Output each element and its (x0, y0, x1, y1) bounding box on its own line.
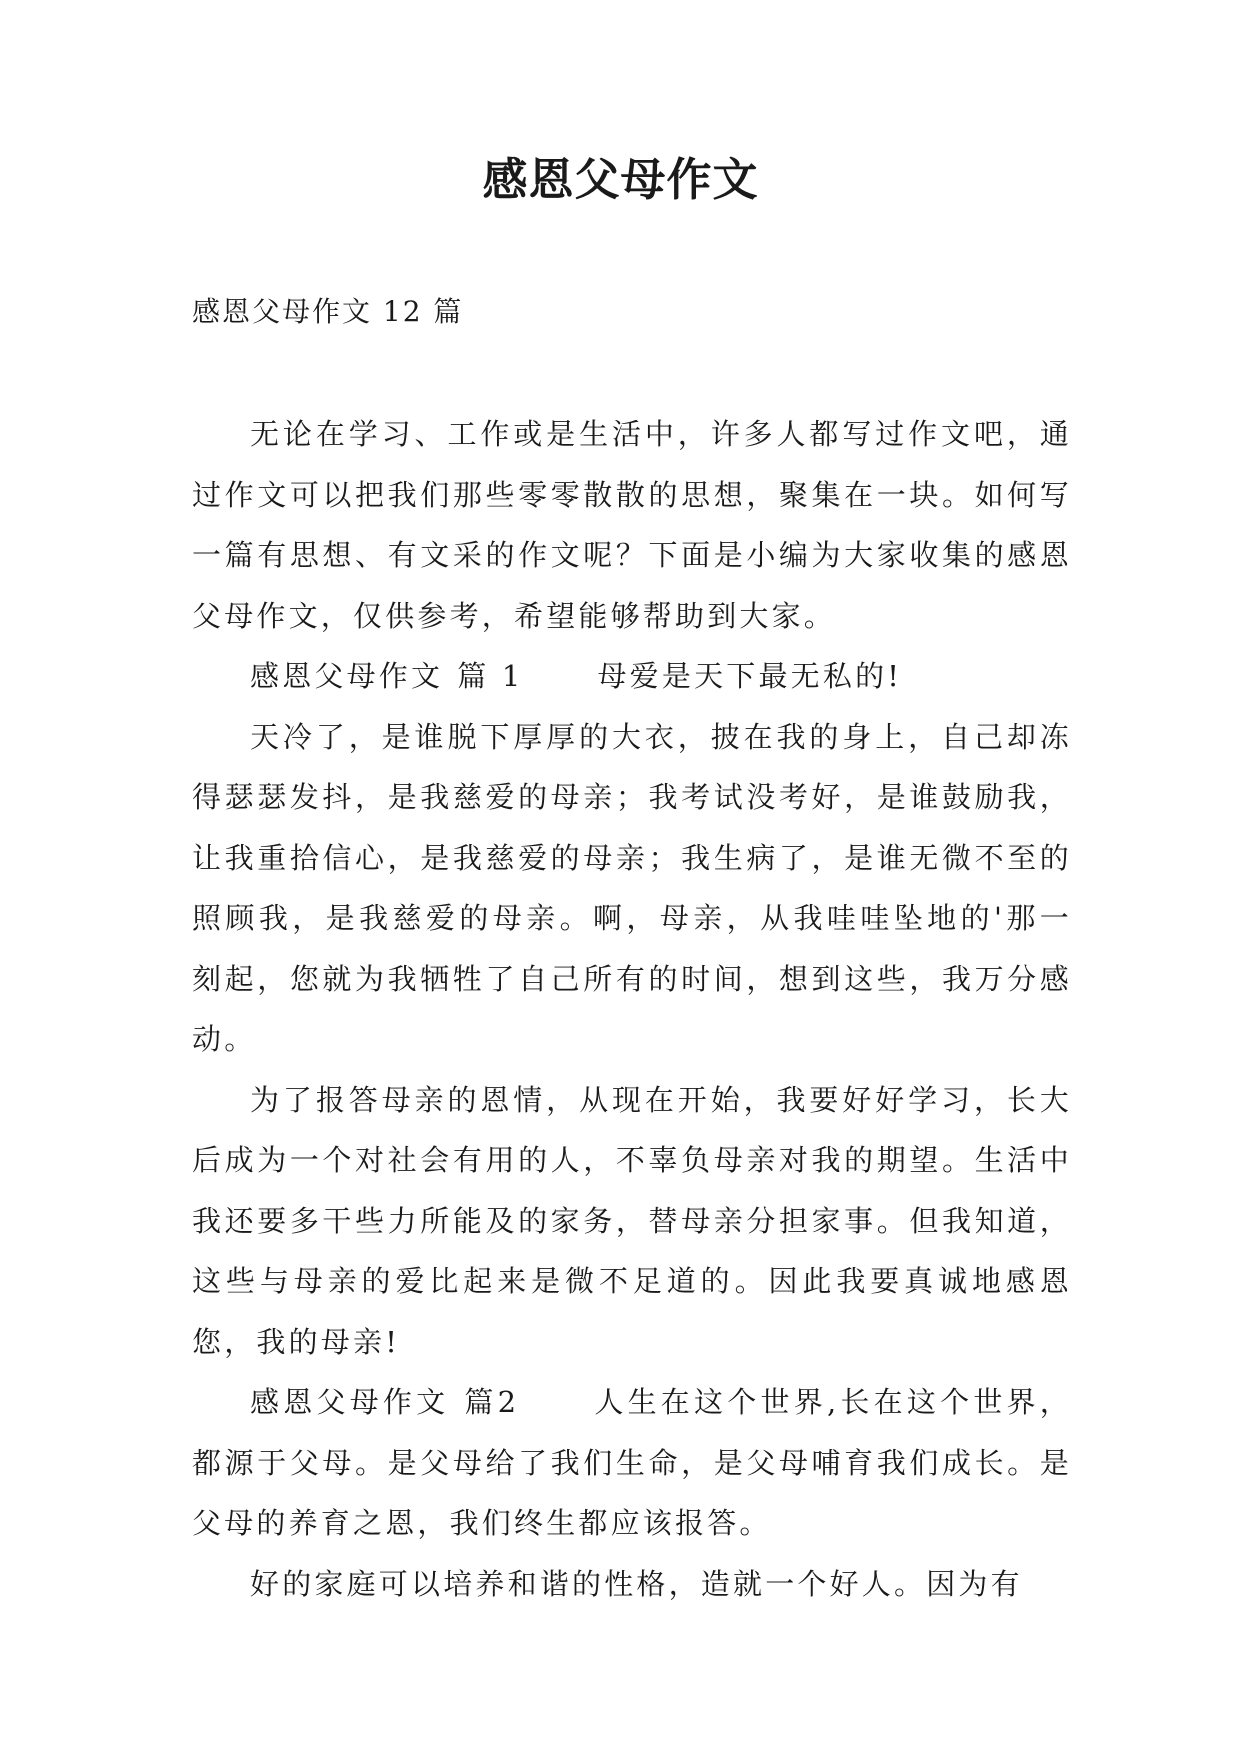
intro-paragraph: 无论在学习、工作或是生活中，许多人都写过作文吧，通过作文可以把我们那些零零散散的思想，聚集在一块。如何写一篇有思想、有文采的作文呢？下面是小编为大家收集的感恩父母作文，仅供参考，希望能够帮助到大家。 (192, 417, 1072, 633)
essay-1-paragraph: 天冷了，是谁脱下厚厚的大衣，披在我的身上，自己却冻得瑟瑟发抖，是我慈爱的母亲；我考试没考好，是谁鼓励我，让我重拾信心，是我慈爱的母亲；我生病了，是谁无微不至的照顾我，是我慈爱的母亲。啊，母亲，从我哇哇坠地的'那一刻起，您就为我牺牲了自己所有的时间，想到这些，我万分感动。 (192, 719, 1072, 1056)
essay-2-label: 感恩父母作文 (250, 1385, 450, 1419)
essay-2-paragraph: 好的家庭可以培养和谐的性格，造就一个好人。因为有 (250, 1566, 1023, 1601)
essay-2-first-sentence: 人生在这个世界,长在这个世界，都源于父母。是父母给了我们生命，是父母哺育我们成长。是父母的养育之恩，我们终生都应该报答。 (192, 1385, 1072, 1540)
essay-1-first-sentence: 母爱是天下最无私的! (597, 659, 903, 693)
document-subtitle: 感恩父母作文 12 篇 (192, 295, 464, 328)
essay-1-heading-paragraph (192, 646, 1072, 707)
essay-1-label: 感恩父母作文 (250, 659, 444, 693)
essay-1-paragraph: 为了报答母亲的恩情，从现在开始，我要好好学习，长大后成为一个对社会有用的人，不辜负母亲对我的期望。生活中我还要多干些力所能及的家务，替母亲分担家事。但我知道，这些与母亲的爱比起来是微不足道的。因此我要真诚地感恩您，我的母亲! (192, 1082, 1072, 1359)
essay-2-number: 篇2 (463, 1385, 520, 1419)
essay-2-heading-paragraph (192, 1372, 1072, 1554)
document-title: 感恩父母作文 (482, 153, 759, 206)
document-body (192, 404, 1072, 1614)
essay-1-number: 篇 1 (457, 659, 524, 693)
